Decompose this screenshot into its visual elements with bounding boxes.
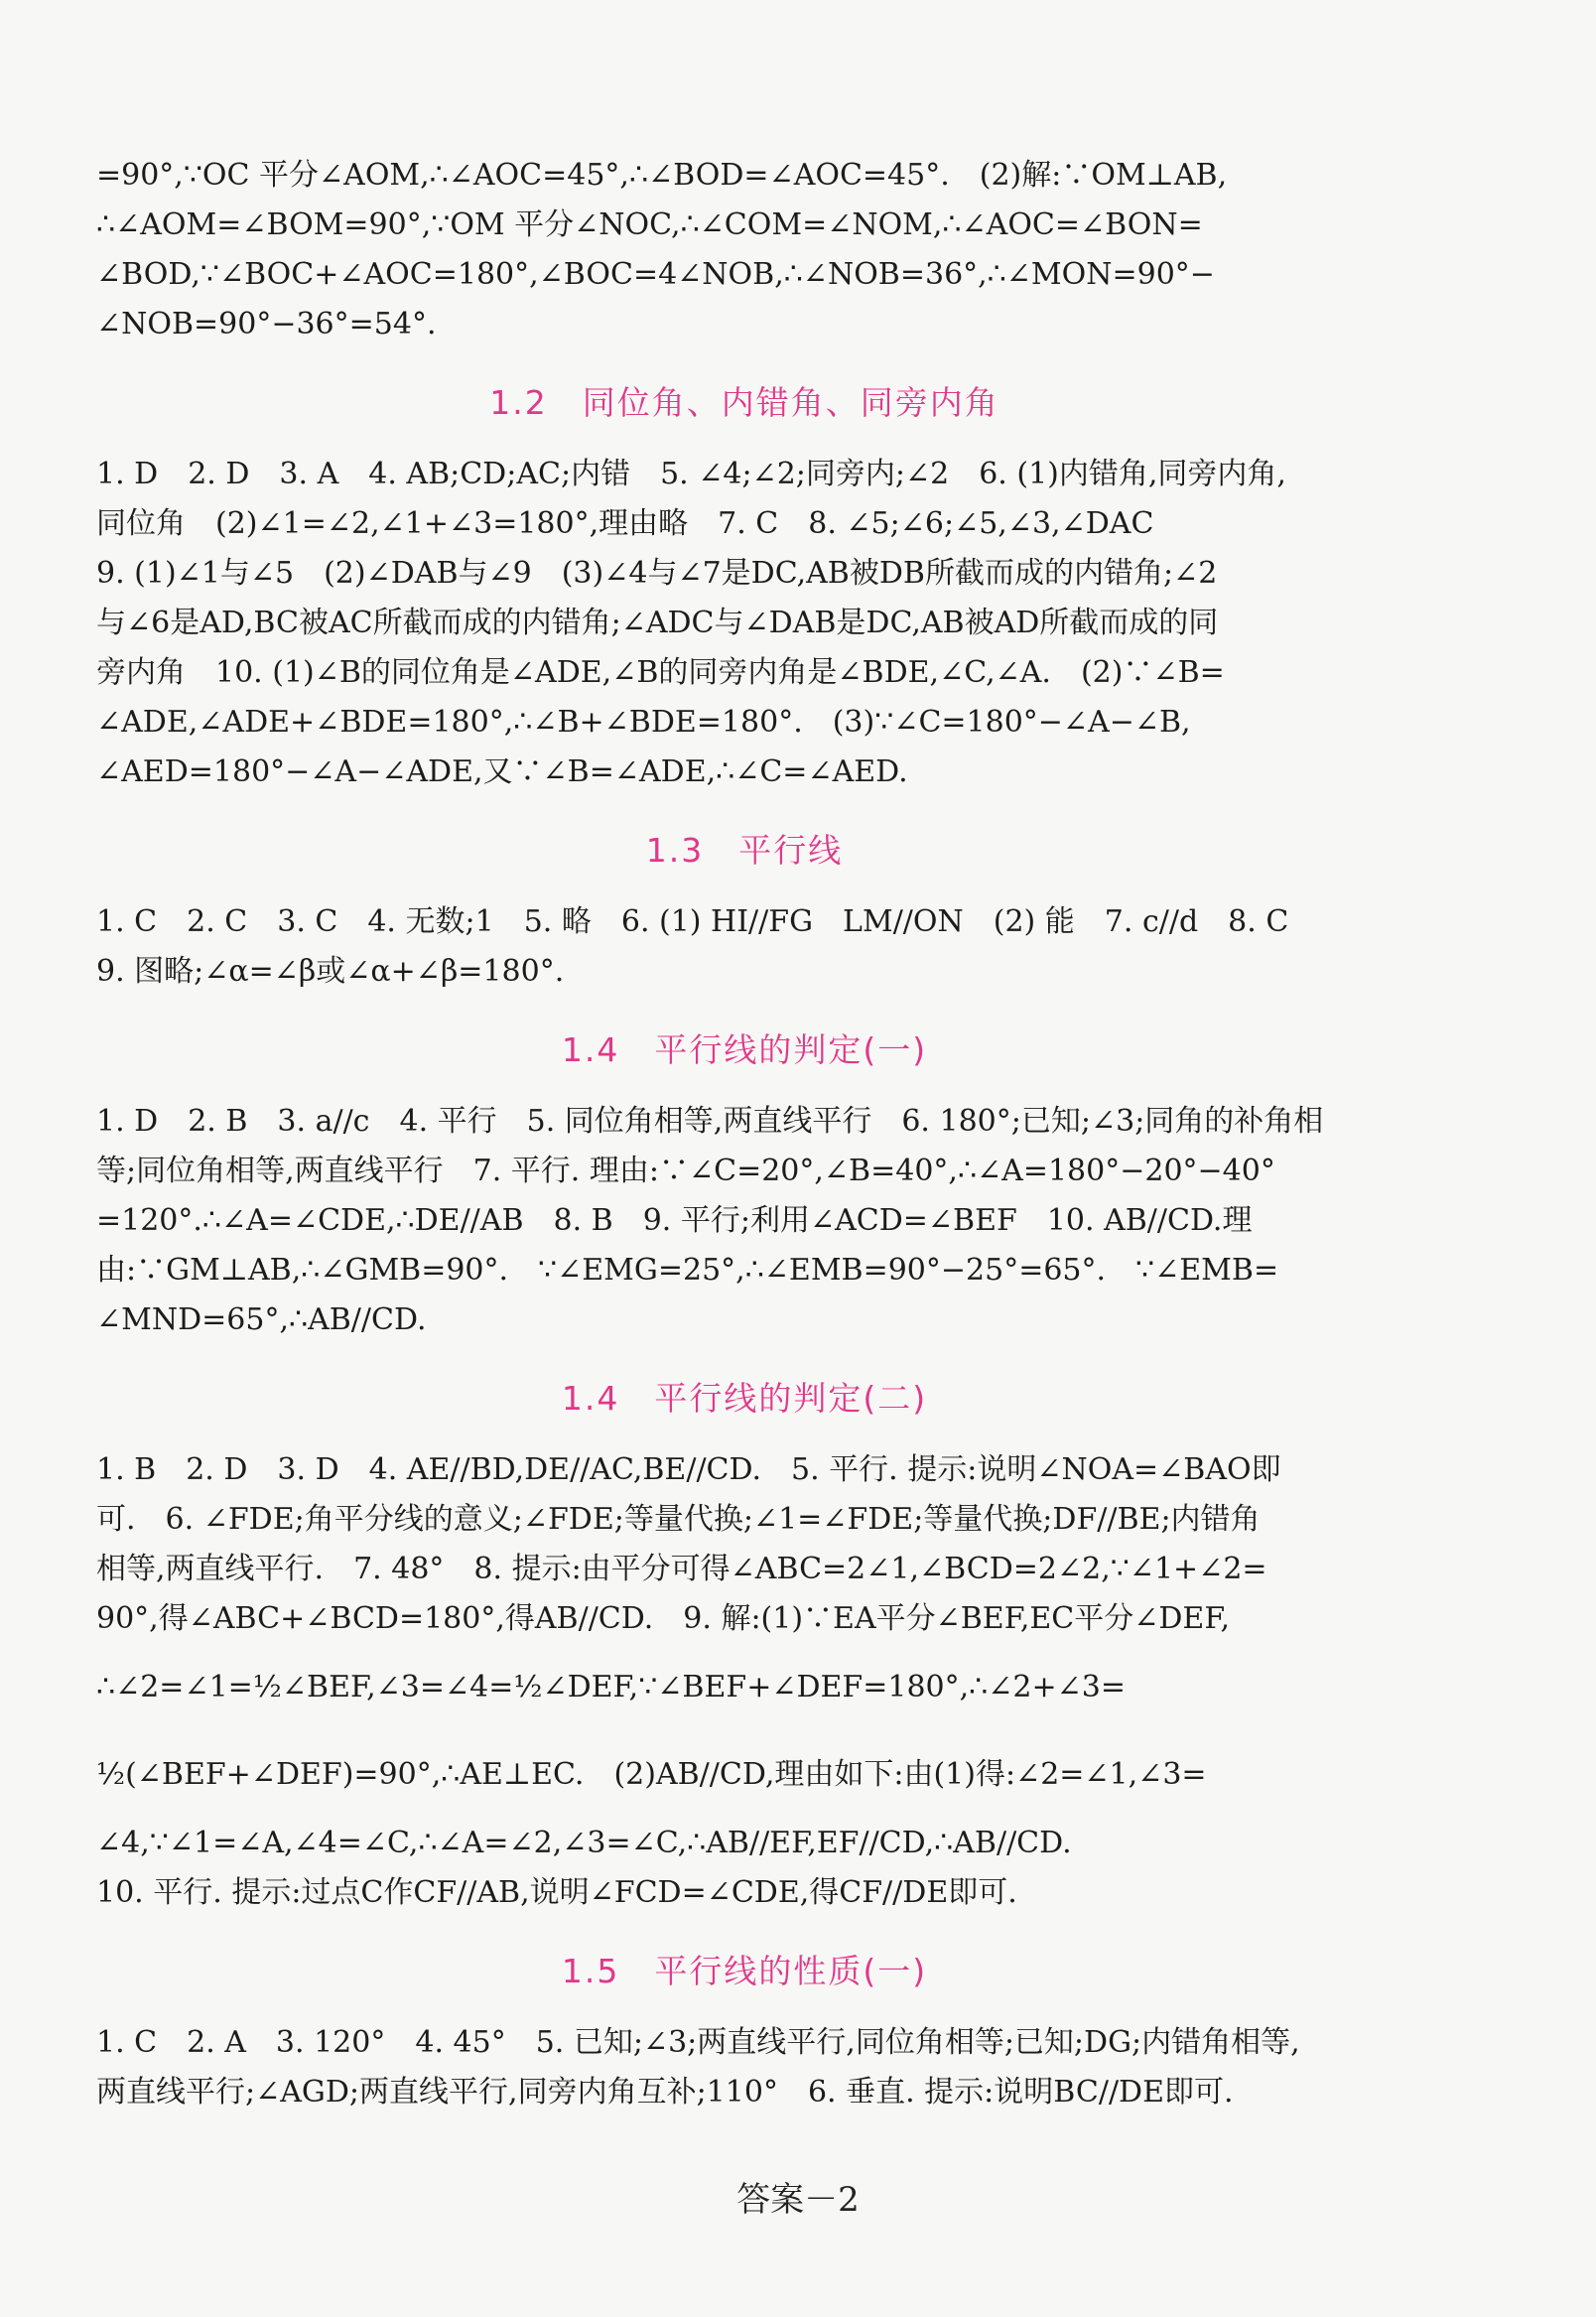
text-line: 可. 6. ∠FDE;角平分线的意义;∠FDE;等量代换;∠1=∠FDE;等量代换;DF//BE;内错角 [96, 1502, 1261, 1537]
text-line: 等;同位角相等,两直线平行 7. 平行. 理由:∵∠C=20°,∠B=40°,∴∠A=180°−20°−40° [96, 1154, 1275, 1188]
text-line: =90°,∵OC 平分∠AOM,∴∠AOC=45°,∴∠BOD=∠AOC=45°. (2)解:∵OM⊥AB, [96, 158, 1228, 193]
answer-page [96, 151, 1393, 2117]
text-line: 1. C 2. A 3. 120° 4. 45° 5. 已知;∠3;两直线平行,同位角相等;已知;DG;内错角相等, [96, 2025, 1300, 2060]
text-line: 1. D 2. B 3. a//c 4. 平行 5. 同位角相等,两直线平行 6. 180°;已知;∠3;同角的补角相 [96, 1104, 1324, 1139]
section-title: 1.4 平行线的判定(一) [561, 1030, 928, 1069]
section-title: 1.2 同位角、内错角、同旁内角 [489, 383, 999, 422]
text-line: 由:∵GM⊥AB,∴∠GMB=90°. ∵∠EMG=25°,∴∠EMB=90°−25°=65°. ∵∠EMB= [96, 1253, 1279, 1288]
text-line: 1. C 2. C 3. C 4. 无数;1 5. 略 6. (1) HI//FG LM//ON (2) 能 7. c//d 8. C [96, 904, 1289, 939]
section-title: 1.5 平行线的性质(一) [561, 1952, 928, 1990]
text-line: 9. 图略;∠α=∠β或∠α+∠β=180°. [96, 954, 565, 989]
section-answers [96, 1445, 1393, 1918]
text-line: ∠4,∵∠1=∠A,∠4=∠C,∴∠A=∠2,∠3=∠C,∴AB//EF,EF//CD,∴AB//CD. [96, 1826, 1072, 1860]
text-line: =120°.∴∠A=∠CDE,∴DE//AB 8. B 9. 平行;利用∠ACD=∠BEF 10. AB//CD.理 [96, 1203, 1253, 1238]
section-answers [96, 2018, 1393, 2117]
text-line: ∠ADE,∠ADE+∠BDE=180°,∴∠B+∠BDE=180°. (3)∵∠C=180°−∠A−∠B, [96, 705, 1191, 740]
text-line: 两直线平行;∠AGD;两直线平行,同旁内角互补;110° 6. 垂直. 提示:说明BC//DE即可. [96, 2075, 1234, 2110]
text-line: 相等,两直线平行. 7. 48° 8. 提示:由平分可得∠ABC=2∠1,∠BCD=2∠2,∵∠1+∠2= [96, 1552, 1267, 1586]
text-line: 1. D 2. D 3. A 4. AB;CD;AC;内错 5. ∠4;∠2;同旁内;∠2 6. (1)内错角,同旁内角, [96, 457, 1286, 491]
page-number: 答案－2 [736, 2180, 860, 2220]
text-line: 90°,得∠ABC+∠BCD=180°,得AB//CD. 9. 解:(1)∵EA平分∠BEF,EC平分∠DEF, [96, 1601, 1230, 1636]
text-line: 10. 平行. 提示:过点C作CF//AB,说明∠FCD=∠CDE,得CF//DE即可. [96, 1875, 1017, 1910]
intro-paragraph [96, 151, 1393, 349]
section-answers [96, 897, 1393, 997]
text-line: ∴∠2=∠1=½∠BEF,∠3=∠4=½∠DEF,∵∠BEF+∠DEF=180°,∴∠2+∠3= [96, 1670, 1126, 1704]
section-title: 1.3 平行线 [645, 831, 844, 870]
text-line: 旁内角 10. (1)∠B的同位角是∠ADE,∠B的同旁内角是∠BDE,∠C,∠A. (2)∵∠B= [96, 655, 1225, 690]
text-line: 与∠6是AD,BC被AC所截而成的内错角;∠ADC与∠DAB是DC,AB被AD所截而成的同 [96, 606, 1219, 640]
text-line: 同位角 (2)∠1=∠2,∠1+∠3=180°,理由略 7. C 8. ∠5;∠6;∠5,∠3,∠DAC [96, 506, 1154, 541]
text-line: ½(∠BEF+∠DEF)=90°,∴AE⊥EC. (2)AB//CD,理由如下:由(1)得:∠2=∠1,∠3= [96, 1757, 1207, 1792]
text-line: ∠MND=65°,∴AB//CD. [96, 1302, 427, 1337]
section-title: 1.4 平行线的判定(二) [561, 1379, 928, 1418]
text-line: ∠BOD,∵∠BOC+∠AOC=180°,∠BOC=4∠NOB,∴∠NOB=36°,∴∠MON=90°− [96, 257, 1215, 292]
section-answers [96, 1097, 1393, 1345]
text-line: ∠NOB=90°−36°=54°. [96, 307, 437, 341]
section-answers [96, 450, 1393, 797]
text-line: ∴∠AOM=∠BOM=90°,∵OM 平分∠NOC,∴∠COM=∠NOM,∴∠AOC=∠BON= [96, 207, 1203, 242]
text-line: ∠AED=180°−∠A−∠ADE,又∵∠B=∠ADE,∴∠C=∠AED. [96, 754, 908, 789]
text-line: 9. (1)∠1与∠5 (2)∠DAB与∠9 (3)∠4与∠7是DC,AB被DB所截而成的内错角;∠2 [96, 556, 1218, 591]
text-line: 1. B 2. D 3. D 4. AE//BD,DE//AC,BE//CD. 5. 平行. 提示:说明∠NOA=∠BAO即 [96, 1452, 1281, 1487]
